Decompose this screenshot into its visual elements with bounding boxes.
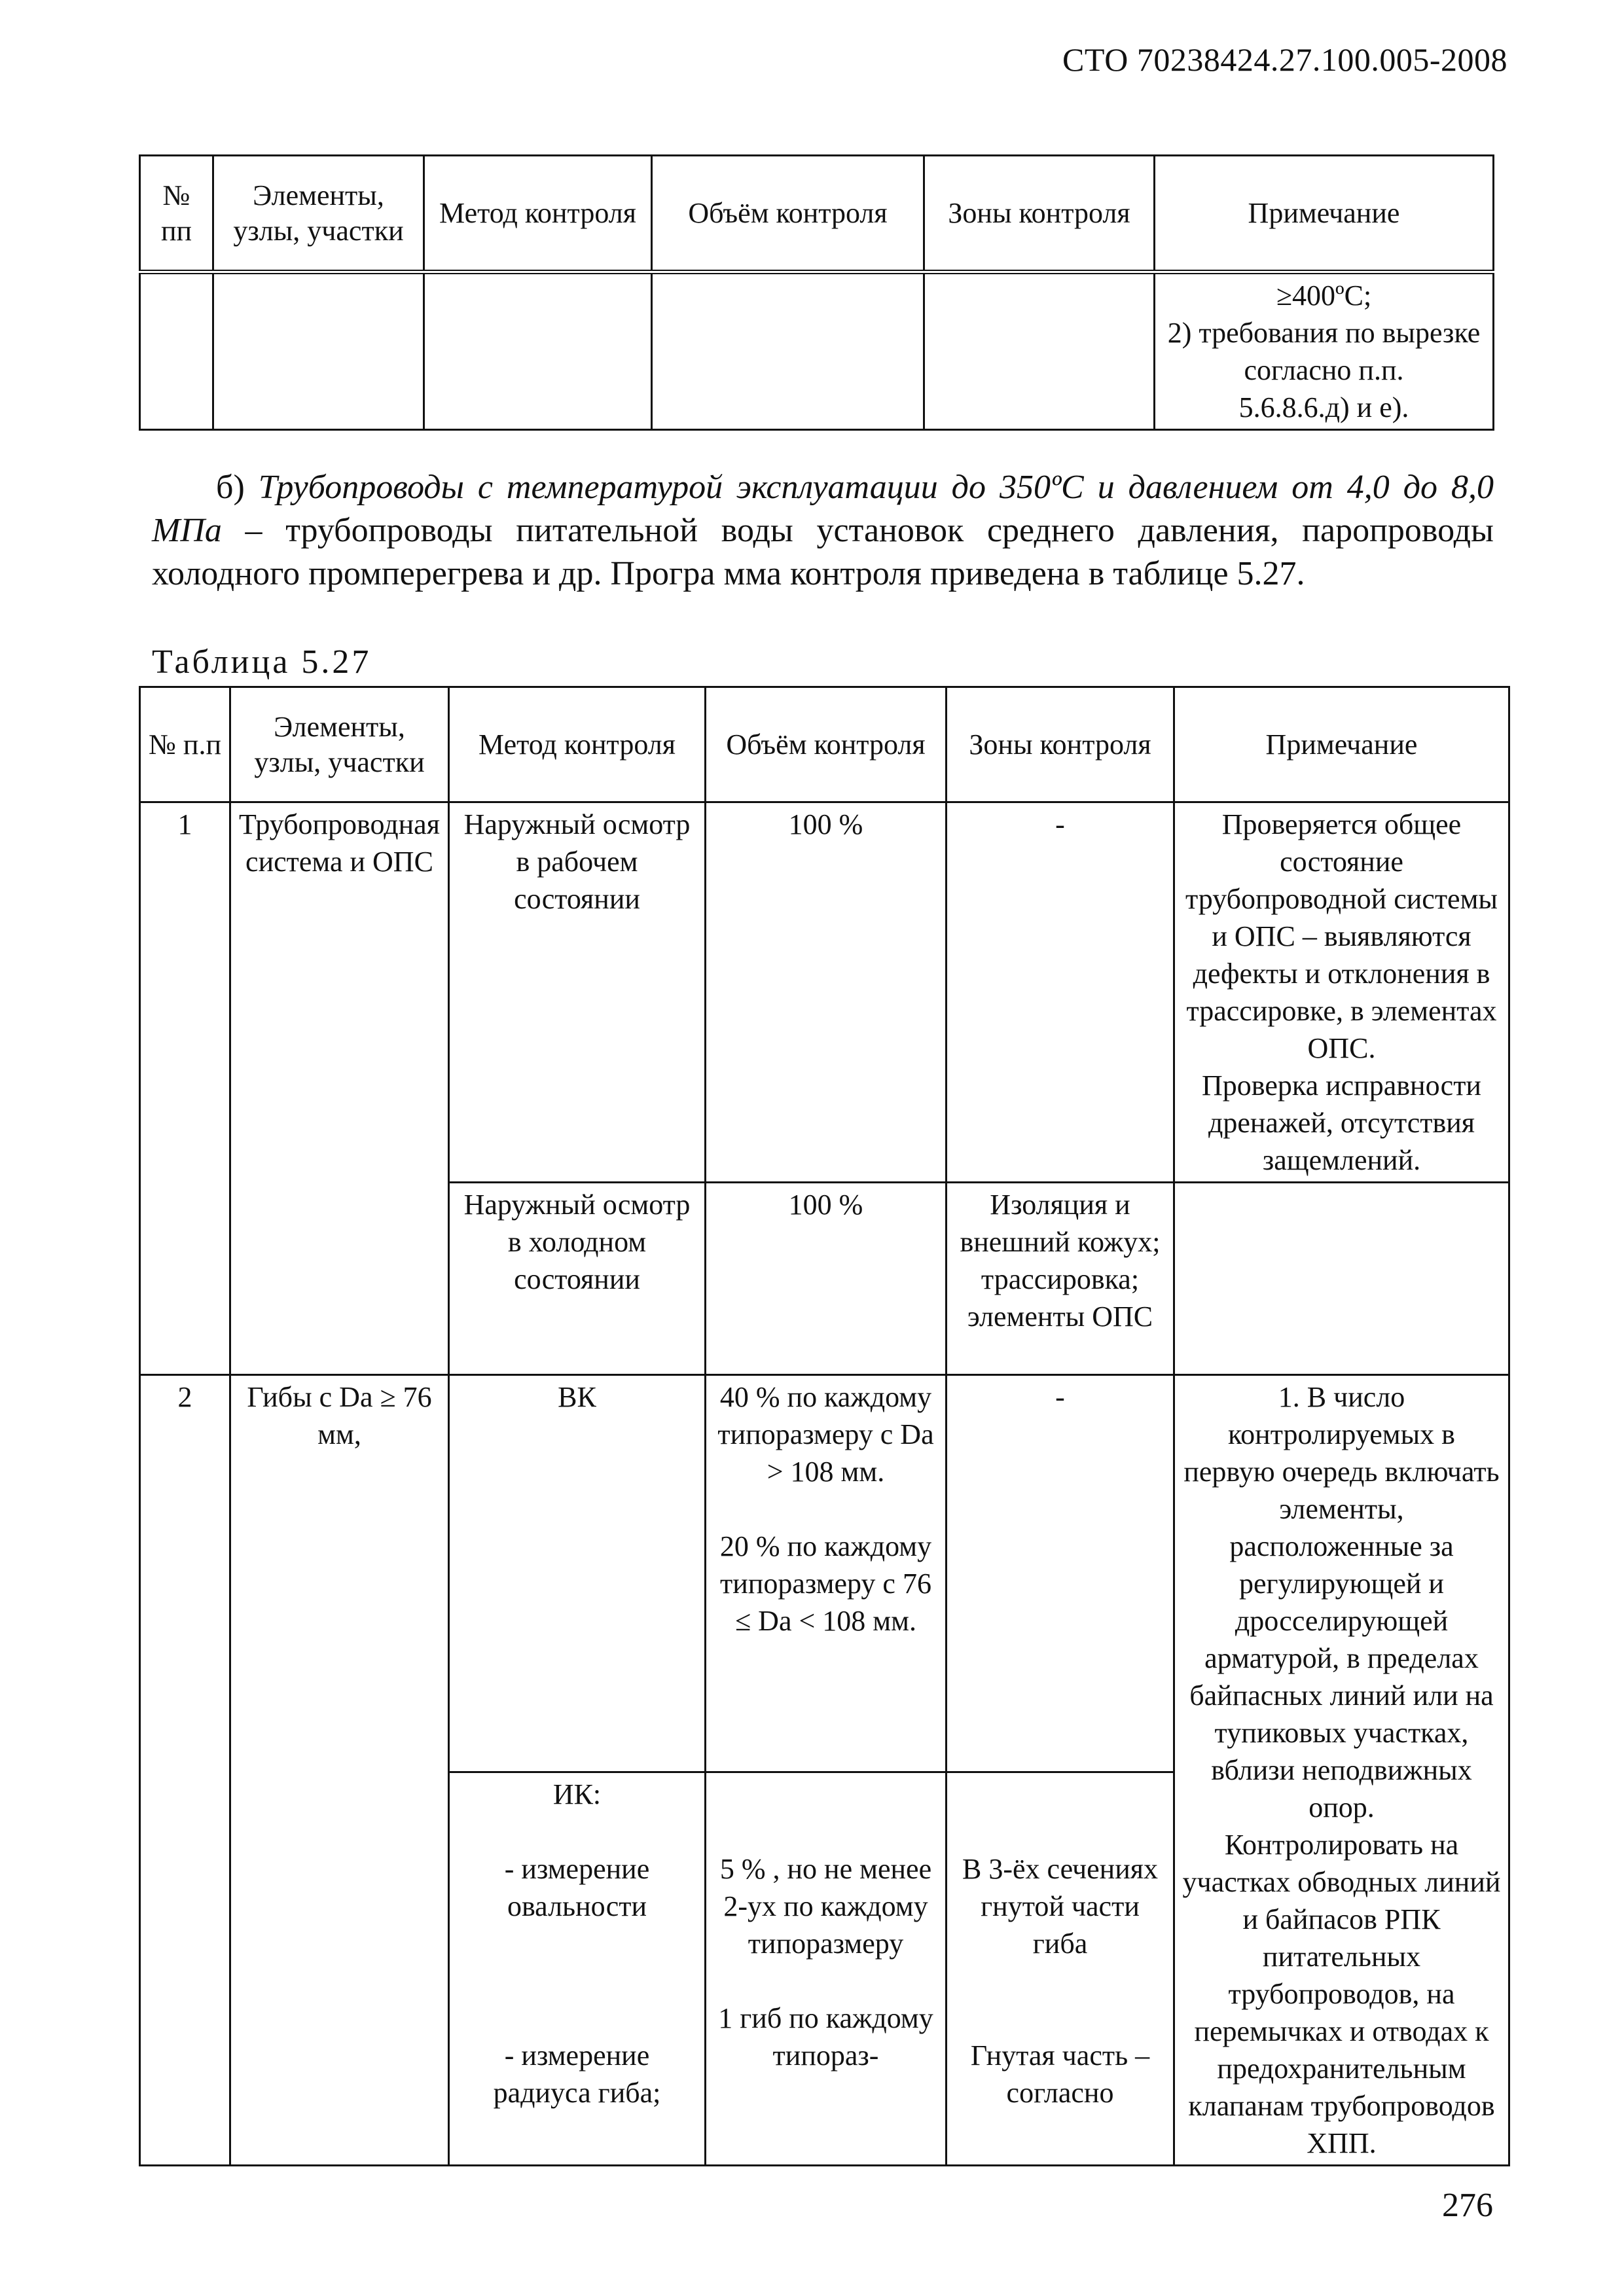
row-element: Гибы с Da ≥ 76 мм, bbox=[230, 1375, 449, 2166]
prev-header-elements: Элементы, узлы, участки bbox=[213, 156, 424, 272]
row-volume: 100 % bbox=[706, 1183, 947, 1375]
body-paragraph bbox=[152, 466, 1494, 596]
note-line: ≥400ºС; bbox=[1276, 279, 1372, 312]
volume-text: 20 % по каждому типоразмеру с 76 ≤ Da < 108 мм. bbox=[719, 1530, 932, 1637]
row-zone bbox=[947, 1772, 1174, 2166]
empty-cell bbox=[424, 272, 652, 430]
row-volume bbox=[706, 1375, 947, 1772]
spacer bbox=[456, 2000, 698, 2037]
prev-header-volume: Объём контроля bbox=[652, 156, 924, 272]
document-code: СТО 70238424.27.100.005-2008 bbox=[1062, 41, 1507, 78]
empty-cell bbox=[924, 272, 1155, 430]
spacer bbox=[456, 1925, 698, 2000]
note-text: Контролировать на участках обводных линий и байпасов РПК питательных трубопроводов, на перемычках и отводах к предохранительным клапанам трубопроводов ХПП. bbox=[1182, 1829, 1501, 2159]
prev-note-cell bbox=[1155, 272, 1494, 430]
previous-table-continuation bbox=[139, 154, 1494, 431]
method-title: ИК: bbox=[552, 1778, 602, 1811]
prev-header-note: Примечание bbox=[1155, 156, 1494, 272]
paragraph-prefix: б) bbox=[216, 469, 259, 506]
spacer bbox=[954, 1962, 1166, 2037]
empty-cell bbox=[1174, 1183, 1509, 1375]
header-zones: Зоны контроля bbox=[947, 687, 1174, 802]
empty-cell bbox=[652, 272, 924, 430]
header-elements: Элементы, узлы, участки bbox=[230, 687, 449, 802]
paragraph-italic: Трубопроводы с температурой эксплуатации до 350ºС и давлением от 4,0 до 8,0 МПа bbox=[152, 469, 1494, 549]
note-line: 2) требования по вырезке согласно п.п. bbox=[1167, 317, 1481, 386]
volume-text: 1 гиб по каждому типораз- bbox=[718, 2002, 933, 2072]
spacer bbox=[954, 1776, 1166, 1850]
zone-text: Гнутая часть – согласно bbox=[970, 2039, 1150, 2109]
prev-header-num: № пп bbox=[140, 156, 213, 272]
table-row bbox=[140, 802, 1509, 1183]
header-method: Метод контроля bbox=[449, 687, 706, 802]
prev-header-method: Метод контроля bbox=[424, 156, 652, 272]
row-zone: Изоляция и внешний кожух; трассировка; элементы ОПС bbox=[947, 1183, 1174, 1375]
row-note bbox=[1174, 1375, 1509, 2166]
prev-header-zones: Зоны контроля bbox=[924, 156, 1155, 272]
spacer bbox=[456, 1813, 698, 1850]
volume-text: 5 % , но не менее 2-ух по каждому типоразмеру bbox=[719, 1853, 932, 1960]
note-line: 5.6.8.6.д) и е). bbox=[1238, 391, 1409, 423]
row-method: ВК bbox=[449, 1375, 706, 1772]
row-zone: - bbox=[947, 802, 1174, 1183]
header-num: № п.п bbox=[140, 687, 230, 802]
page-number: 276 bbox=[1442, 2187, 1493, 2224]
note-text: 1. В число контролируемых в первую очередь включать элементы, расположенные за регулирующей и дросселирующей арматурой, в пределах байпасных линий или на тупиковых участках, вблизи неподвижных опор. bbox=[1183, 1381, 1500, 1823]
spacer bbox=[713, 1490, 939, 1528]
row-number: 1 bbox=[140, 802, 230, 1375]
table-row bbox=[140, 1375, 1509, 1772]
row-volume bbox=[706, 1772, 947, 2166]
header-note: Примечание bbox=[1174, 687, 1509, 802]
table-caption: Таблица 5.27 bbox=[152, 643, 372, 681]
row-method: Наружный осмотр в рабочем состоянии bbox=[449, 802, 706, 1183]
row-volume: 100 % bbox=[706, 802, 947, 1183]
row-method: Наружный осмотр в холодном состоянии bbox=[449, 1183, 706, 1375]
table-row bbox=[140, 272, 1494, 430]
empty-cell bbox=[140, 272, 213, 430]
spacer bbox=[713, 1776, 939, 1850]
zone-text: В 3-ёх сечениях гнутой части гиба bbox=[962, 1853, 1159, 1960]
spacer bbox=[713, 1962, 939, 2000]
row-note bbox=[1174, 802, 1509, 1183]
header-volume: Объём контроля bbox=[706, 687, 947, 802]
row-number: 2 bbox=[140, 1375, 230, 2166]
row-element: Трубопроводная система и ОПС bbox=[230, 802, 449, 1375]
row-method bbox=[449, 1772, 706, 2166]
note-text: Проверка исправности дренажей, отсутствия защемлений. bbox=[1202, 1069, 1481, 1176]
table-5-27 bbox=[139, 686, 1510, 2166]
volume-text: 40 % по каждому типоразмеру с Da > 108 мм. bbox=[717, 1381, 934, 1488]
method-text: - измерение радиуса гиба; bbox=[493, 2039, 661, 2109]
method-text: - измерение овальности bbox=[504, 1853, 650, 1923]
row-zone: - bbox=[947, 1375, 1174, 1772]
empty-cell bbox=[213, 272, 424, 430]
note-text: Проверяется общее состояние трубопроводной системы и ОПС – выявляются дефекты и отклонения в трассировке, в элементах ОПС. bbox=[1185, 808, 1498, 1064]
paragraph-rest: – трубопроводы питательной воды установок среднего давления, паропроводы холодного промперегрева и др. Програ мма контроля приведена в таблице 5.27. bbox=[152, 512, 1494, 592]
